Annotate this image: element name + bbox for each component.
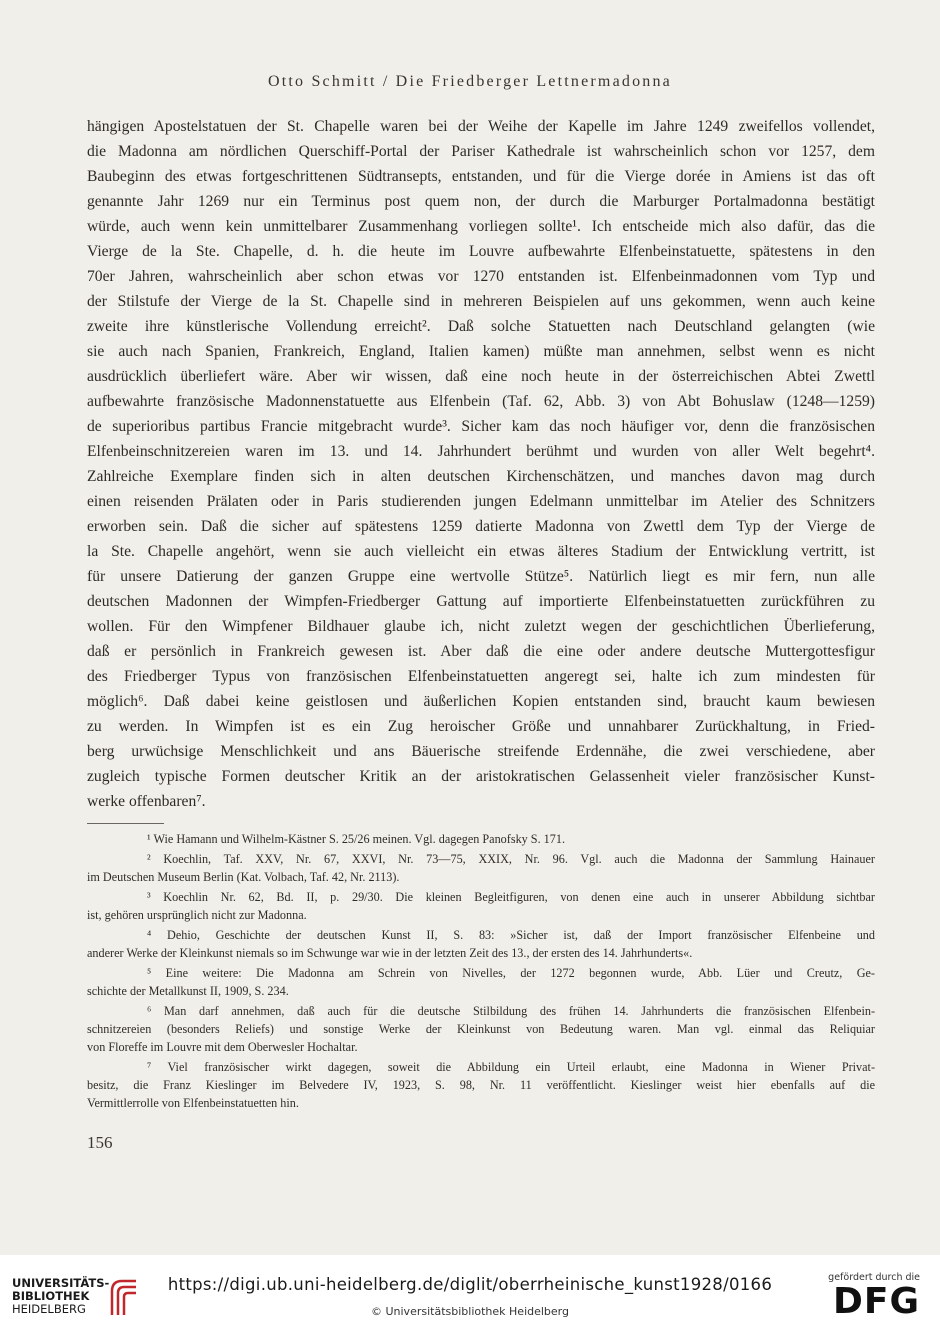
dfg-caption: gefördert durch die <box>828 1272 920 1283</box>
footnote-line: ⁶ Man darf annehmen, daß auch für die deutsche Stilbildung des frühen 14. Jahrhunderts die französischen Elfenbein- <box>147 1004 875 1018</box>
body-line: werke offenbaren⁷. <box>87 793 206 810</box>
footnote <box>87 964 875 1000</box>
page-number: 156 <box>87 1133 113 1152</box>
footnote-line: ist, gehören ursprünglich nicht zur Madonna. <box>87 908 307 922</box>
footnote-line: ⁷ Viel französischer wirkt dagegen, soweit die Abbildung ein Urteil erlaubt, eine Madonna in Wiener Privat- <box>147 1060 875 1074</box>
body-line: aufbewahrte französische Madonnenstatuette aus Elfenbein (Taf. 62, Abb. 3) von Abt Bohuslaw (1248—1259) <box>87 393 875 410</box>
permalink-url[interactable]: https://digi.ub.uni-heidelberg.de/diglit/oberrheinische_kunst1928/0166 <box>167 1275 773 1294</box>
footnote-line: schichte der Metallkunst II, 1909, S. 234. <box>87 984 289 998</box>
footnotes <box>87 830 875 1114</box>
body-line: die Madonna am nördlichen Querschiff-Portal der Pariser Kathedrale ist wahrscheinlich schon vor 1257, dem <box>87 143 875 160</box>
footnote <box>87 926 875 962</box>
body-line: erworben sein. Daß die sicher auf spätestens 1259 datierte Madonna von Zwettl dem Typ der Vierge de <box>87 518 875 535</box>
footnote-line: ³ Koechlin Nr. 62, Bd. II, p. 29/30. Die kleinen Begleitfiguren, von denen eine auch in unserer Abbildung sichtbar <box>147 890 875 904</box>
footnote-line: ¹ Wie Hamann und Wilhelm-Kästner S. 25/26 meinen. Vgl. dagegen Panofsky S. 171. <box>147 832 566 846</box>
body-line: möglich⁶. Daß dabei keine geistlosen und äußerlichen Kopien entstanden sind, braucht kaum bewiesen <box>87 693 875 710</box>
body-line: de superioribus partibus Francie mitgebracht wurde³. Sicher kam das noch häufiger vor, denn die französischen <box>87 418 875 435</box>
body-line: genannte Jahr 1269 nur ein Terminus post quem non, der durch die Marburger Portalmadonna bestätigt <box>87 193 875 210</box>
body-line: Zahlreiche Exemplare finden sich in alten deutschen Kirchenschätzen, und manches davon mag durch <box>87 468 875 485</box>
body-line: la Ste. Chapelle angehört, wenn sie auch vielleicht ein etwas älteres Stadium der Entwicklung vertritt, ist <box>87 543 875 560</box>
footnote-line: ² Koechlin, Taf. XXV, Nr. 67, XXVI, Nr. 73—75, XXIX, Nr. 96. Vgl. auch die Madonna der Sammlung Hainauer <box>147 852 875 866</box>
footnote-line: schnitzereien (besonders Reliefs) und sonstige Werke der Kleinkunst von Bedeutung waren. Man vgl. einmal das Reliquiar <box>87 1022 875 1036</box>
body-line: hängigen Apostelstatuen der St. Chapelle waren bei der Weihe der Kapelle im Jahre 1249 zweifellos vollendet, <box>87 118 875 135</box>
body-line: Baubeginn des etwas fortgeschrittenen Südtransepts, entstanden, und für die Vierge dorée in Amiens ist das oft <box>87 168 875 185</box>
footnote <box>87 830 875 848</box>
body-text <box>87 114 875 814</box>
body-line: Vierge de la Ste. Chapelle, d. h. die heute im Louvre aufbewahrte Elfenbeinstatuette, spätestens in den <box>87 243 875 260</box>
ub-logo-line2: BIBLIOTHEK <box>12 1289 90 1303</box>
body-line: der Stilstufe der Vierge de la St. Chapelle sind in mehreren Beispielen auf uns gekommen, wenn auch keine <box>87 293 875 310</box>
footnote-line: ⁵ Eine weitere: Die Madonna am Schrein von Nivelles, der 1272 begonnen wurde, Abb. Lüer und Creutz, Ge- <box>147 966 875 980</box>
footnote-divider <box>87 823 164 824</box>
ub-logo-line1: UNIVERSITÄTS- <box>12 1276 110 1290</box>
footnote-line: besitz, die Franz Kieslinger im Belvedere IV, 1923, S. 98, Nr. 11 veröffentlicht. Kieslinger weist hier ebenfalls auf die <box>87 1078 875 1092</box>
body-line: zweite ihre künstlerische Vollendung erreicht². Daß solche Statuetten nach Deutschland gelangten (wie <box>87 318 875 335</box>
dfg-funding[interactable] <box>820 1272 920 1321</box>
footnote <box>87 888 875 924</box>
body-line: einen reisenden Prälaten oder in Paris studierenden jungen Edelmann unmittelbar im Atelier des Schnitzers <box>87 493 875 510</box>
footnote <box>87 1002 875 1056</box>
footnote-line: Vermittlerrolle von Elfenbeinstatuetten hin. <box>87 1096 299 1110</box>
body-line: daß er persönlich in Frankreich gewesen ist. Aber daß die eine oder andere deutsche Muttergottesfigur <box>87 643 875 660</box>
footnote-line: ⁴ Dehio, Geschichte der deutschen Kunst II, S. 83: »Sicher ist, daß der Import französischer Elfenbeine und <box>147 928 875 942</box>
body-paragraph <box>87 114 875 814</box>
body-line: zugleich typische Formen deutscher Kritik an der aristokratischen Gelassenheit vieler französischer Kunst- <box>87 768 875 785</box>
body-line: deutschen Madonnen der Wimpfen-Friedberger Gattung auf importierte Elfenbeinstatuetten zurückführen zu <box>87 593 875 610</box>
ub-logo-line3: HEIDELBERG <box>12 1302 86 1316</box>
body-line: sie auch nach Spanien, Frankreich, England, Italien kamen) müßte man annehmen, selbst wenn es nicht <box>87 343 875 360</box>
body-line: zu werden. In Wimpfen ist es ein Zug heroischer Größe und unnahbarer Zurückhaltung, in Fried- <box>87 718 875 735</box>
viewer-footer <box>0 1255 940 1330</box>
body-line: 70er Jahren, wahrscheinlich aber schon etwas vor 1270 entstanden ist. Elfenbeinmadonnen vom Typ und <box>87 268 875 285</box>
body-line: für unsere Datierung der ganzen Gruppe eine wertvolle Stütze⁵. Natürlich liegt es mir fern, nun alle <box>87 568 875 585</box>
body-line: würde, auch wenn kein unmittelbarer Zusammenhang vorliegen sollte¹. Ich entscheide mich also dafür, das die <box>87 218 875 235</box>
footnote-line: anderer Werke der Kleinkunst niemals so im Schwunge war wie in der letzten Zeit des 13., der ersten des 14. Jahrhunderts«. <box>87 946 693 960</box>
body-line: ausdrücklich überliefert wäre. Aber wir wissen, daß eine noch heute in der österreichischen Abtei Zwettl <box>87 368 875 385</box>
body-line: berg urwüchsige Menschlichkeit und ans Bäuerische streifende Erdennähe, die zwei verschiedene, aber <box>87 743 875 760</box>
body-line: Elfenbeinschnitzereien waren im 13. und 14. Jahrhundert berühmt und wurden von aller Welt begehrt⁴. <box>87 443 875 460</box>
dfg-logo-icon: DFG <box>832 1281 920 1322</box>
footnote-line: im Deutschen Museum Berlin (Kat. Volbach, Taf. 42, Nr. 2113). <box>87 870 400 884</box>
body-line: des Friedberger Typus von französischen Elfenbeinstatuetten angeregt sei, halte ich zum mindesten für <box>87 668 875 685</box>
footnote-line: von Floreffe im Louvre mit dem Oberwesler Hochaltar. <box>87 1040 358 1054</box>
running-head: Otto Schmitt / Die Friedberger Lettnermadonna <box>268 73 672 90</box>
body-line: wollen. Für den Wimpfener Bildhauer glaube ich, nicht zuletzt wegen der geschichtlichen Überlieferung, <box>87 618 875 635</box>
copyright-notice: © Universitätsbibliothek Heidelberg <box>370 1305 569 1318</box>
footnote <box>87 1058 875 1112</box>
footnote <box>87 850 875 886</box>
